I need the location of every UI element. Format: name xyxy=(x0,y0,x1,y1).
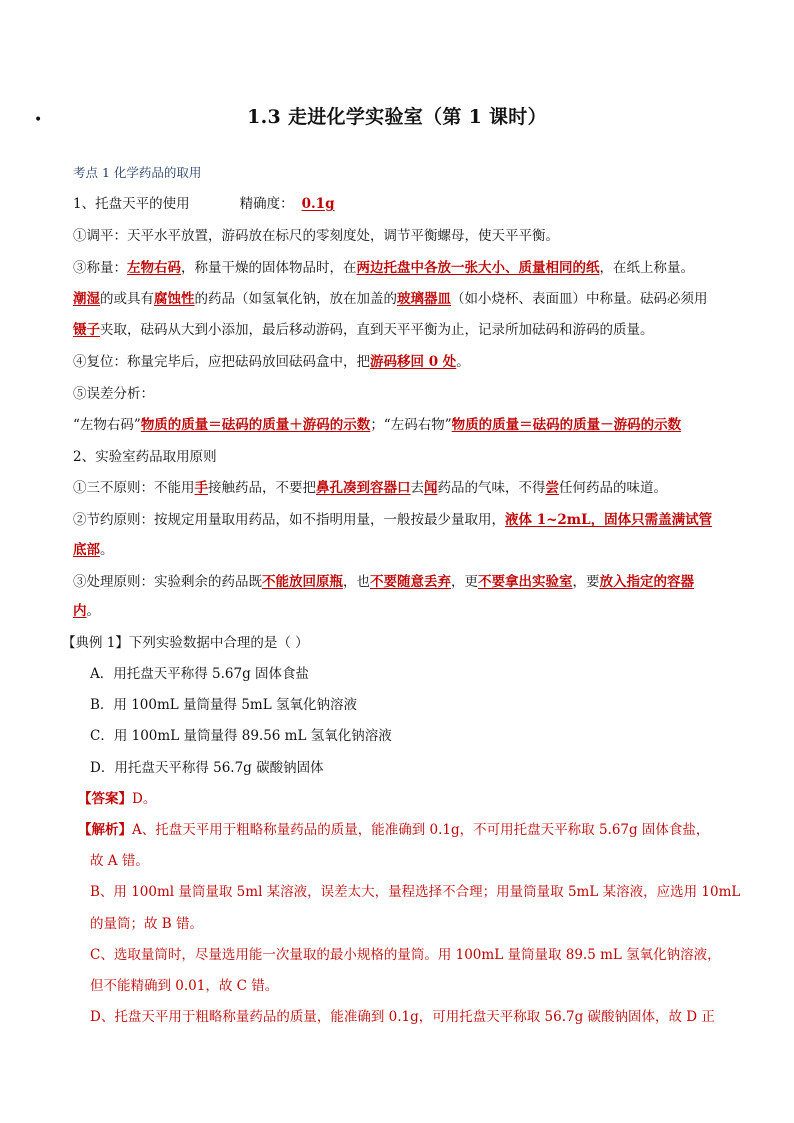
text: 接触药品，不要把 xyxy=(208,480,316,496)
step-weighing xyxy=(73,258,694,278)
text: 药品的气味，不得 xyxy=(437,480,546,496)
text: ，在纸上称量。 xyxy=(599,260,694,276)
step-reset xyxy=(73,352,470,372)
highlight: 内 xyxy=(73,603,87,619)
bullet-marker: • xyxy=(34,112,43,128)
text: 去 xyxy=(410,480,424,496)
analysis-a-line1 xyxy=(78,820,709,840)
text: ①三不原则：不能用 xyxy=(73,480,195,496)
text: ④复位：称量完毕后，应把砝码放回砝码盒中，把 xyxy=(73,354,370,370)
text: ，称量干燥的固体物品时，在 xyxy=(181,260,357,276)
analysis-text: A、托盘天平用于粗略称量药品的质量，能准确到 0.1g，不可用托盘天平称取 5.67g 固体食盐， xyxy=(132,822,710,838)
answer-value: D。 xyxy=(132,791,157,807)
highlight: 潮湿 xyxy=(73,291,100,307)
analysis-d-line1: D、托盘天平用于粗略称量药品的质量，能准确到 0.1g，可用托盘天平称取 56.7g 碳酸钠固体，故 D 正 xyxy=(90,1009,715,1025)
highlight: 镊子 xyxy=(73,322,100,338)
text: ②节约原则：按规定用量取用药品，如不指明用量，一般按最少量取用， xyxy=(73,512,505,528)
analysis-b-line1: B、用 100ml 量筒量取 5ml 某溶液，误差太大，量程选择不合理；用量筒量取 5mL 某溶液，应选用 10mL xyxy=(90,884,741,900)
step-weighing-cont2 xyxy=(73,320,654,340)
highlight: 物质的质量＝砝码的质量－游码的示数 xyxy=(451,417,682,433)
precision-label: 精确度： xyxy=(239,196,294,212)
text: 的或具有 xyxy=(100,291,154,307)
text: （如小烧杯、表面皿）中称量。砝码必须用 xyxy=(451,291,708,307)
text: ，更 xyxy=(451,574,478,590)
principle-disposal-cont xyxy=(73,601,100,621)
answer-label: 【答案】 xyxy=(78,791,132,807)
highlight: 两边托盘中各放一张大小、质量相同的纸 xyxy=(356,260,600,276)
text: 。 xyxy=(86,603,100,619)
highlight: 液体 1~2mL，固体只需盖满试管 xyxy=(505,512,713,528)
kaodian-heading: 考点 1 化学药品的取用 xyxy=(73,165,202,180)
analysis-c-line2: 但不能精确到 0.01，故 C 错。 xyxy=(90,978,279,994)
highlight: 尝 xyxy=(545,480,559,496)
text: ，要 xyxy=(572,574,600,590)
option-c: C．用 100mL 量筒量得 89.56 mL 氢氧化钠溶液 xyxy=(90,728,392,744)
text: 的药品（如氢氧化钠，放在加盖的 xyxy=(194,291,397,307)
precision-value: 0.1g xyxy=(301,196,335,212)
text: ③处理原则：实验剩余的药品既 xyxy=(73,574,262,590)
option-b: B．用 100mL 量筒量得 5mL 氢氧化钠溶液 xyxy=(90,697,357,713)
highlight: 左物右码 xyxy=(127,260,181,276)
highlight: 放入指定的容器 xyxy=(599,574,694,590)
text: 。 xyxy=(100,542,114,558)
page-title: 1.3 走进化学实验室（第 1 课时） xyxy=(247,106,547,128)
highlight: 底部 xyxy=(73,542,100,558)
text: ③称量： xyxy=(73,260,127,276)
step-weighing-cont xyxy=(73,289,708,309)
section-1-title: 1、托盘天平的使用 xyxy=(73,196,190,212)
text: 任何药品的味道。 xyxy=(559,480,667,496)
highlight: 闻 xyxy=(424,480,438,496)
highlight: 玻璃器皿 xyxy=(397,291,451,307)
highlight: 不要随意丢弃 xyxy=(370,574,451,590)
principle-saving-cont xyxy=(73,540,114,560)
step-leveling: ①调平：天平水平放置，游码放在标尺的零刻度处，调节平衡螺母，使天平平衡。 xyxy=(73,228,559,244)
highlight: 不能放回原瓶 xyxy=(262,574,343,590)
text: ；“左码右物” xyxy=(370,417,452,433)
principle-three-no xyxy=(73,478,667,498)
highlight: 游码移回 0 处 xyxy=(370,354,457,370)
option-d: D．用托盘天平称得 56.7g 碳酸钠固体 xyxy=(90,760,324,776)
text: “左物右码” xyxy=(73,417,141,433)
analysis-label: 【解析】 xyxy=(78,822,132,838)
highlight: 腐蚀性 xyxy=(154,291,195,307)
text: ，也 xyxy=(343,574,370,590)
option-a: A．用托盘天平称得 5.67g 固体食盐 xyxy=(90,666,310,682)
example-label: 【典例 1】 xyxy=(62,635,129,651)
highlight: 鼻孔凑到容器口 xyxy=(316,480,411,496)
analysis-c-line1: C、选取量筒时，尽量选用能一次量取的最小规格的量筒。用 100mL 量筒量取 89.5 mL 氢氧化钠溶液， xyxy=(90,947,721,963)
example-question xyxy=(62,633,309,653)
principle-disposal xyxy=(73,572,694,592)
section-1-heading xyxy=(73,194,335,214)
analysis-a-line2: 故 A 错。 xyxy=(90,853,149,869)
text: 。 xyxy=(456,354,470,370)
error-formulas xyxy=(73,415,681,435)
example-text: 下列实验数据中合理的是（ ） xyxy=(128,635,309,651)
answer-line xyxy=(78,789,156,809)
text: 夹取，砝码从大到小添加，最后移动游码，直到天平平衡为止，记录所加砝码和游码的质量。 xyxy=(100,322,654,338)
principle-saving xyxy=(73,510,712,530)
highlight: 手 xyxy=(194,480,208,496)
highlight: 不要拿出实验室 xyxy=(478,574,573,590)
section-2-heading: 2、实验室药品取用原则 xyxy=(73,449,217,465)
analysis-b-line2: 的量筒；故 B 错。 xyxy=(90,916,204,932)
highlight: 物质的质量＝砝码的质量＋游码的示数 xyxy=(140,417,371,433)
step-error-analysis: ⑤误差分析： xyxy=(73,386,154,402)
